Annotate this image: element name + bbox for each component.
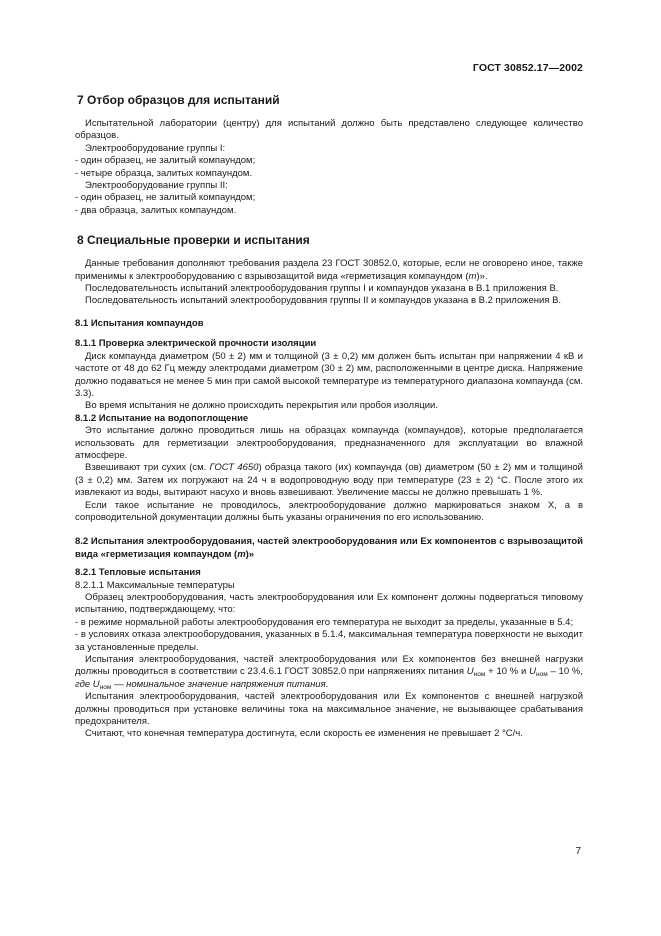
section-7-line: - один образец, не залитый компаундом;	[75, 155, 256, 167]
section-7-line: - один образец, не залитый компаундом;	[75, 192, 256, 204]
paragraph: Диск компаунда диаметром (50 ± 2) мм и толщиной (3 ± 0,2) мм должен быть испытан при напряжении 4 кВ и частоте от 48 до 62 Гц между электродами диаметром (30 ± 2) мм, расположенными в центре диска. Напряжение должно подаваться не менее 5 мин при самой высокой температуре из температурного диапазона компаунда (см. 3.3).	[75, 350, 583, 399]
paragraph: Взвешивают три сухих (см. ГОСТ 4650) образца такого (их) компаунда (ов) диаметром (50 ± 2) мм и толщиной (3 ± 0,2) мм. Затем их погружают на 24 ч в водопроводную воду при температуре (23 ± 2) °С. После этого их извлекают из воды, вытирают насухо и вновь взвешивают. Увеличение массы не должно превышать 1 %.	[75, 462, 583, 499]
section-7-intro: Испытательной лаборатории (центру) для испытаний должно быть представлено следующее количество образцов.	[75, 118, 583, 142]
subsection-8-2-1-1-title: 8.2.1.1 Максимальные температуры	[75, 579, 235, 591]
subsection-8-1-title: 8.1 Испытания компаундов	[75, 317, 204, 329]
section-7-line: Электрооборудование группы I:	[85, 142, 226, 154]
page-number: 7	[575, 846, 581, 857]
section-8-title: 8 Специальные проверки и испытания	[77, 233, 310, 248]
subsection-8-2-title: 8.2 Испытания электрооборудования, частей электрооборудования или Ex компонентов с взрывозащитой вида «герметизация компаундом (m)»	[75, 536, 583, 560]
paragraph: Считают, что конечная температура достигнута, если скорость ее изменения не превышает 2 °С/ч.	[85, 728, 523, 740]
paragraph: Во время испытания не должно происходить перекрытия или пробоя изоляции.	[85, 400, 438, 412]
standard-header: ГОСТ 30852.17—2002	[472, 62, 583, 74]
section-7-line: - два образца, залитых компаундом.	[75, 204, 237, 216]
list-item: - в условиях отказа электрооборудования, указанных в 5.1.4, максимальная температура поверхности не выходит за установленные пределы.	[75, 629, 583, 653]
subsection-8-1-1-title: 8.1.1 Проверка электрической прочности изоляции	[75, 338, 317, 350]
section-8-paragraph: Последовательность испытаний электрооборудования группы II и компаундов указана в В.2 приложения В.	[85, 295, 562, 307]
section-8-paragraph: Данные требования дополняют требования раздела 23 ГОСТ 30852.0, которые, если не оговорено иное, также применимы к электрооборудованию с взрывозащитой вида «герметизация компаундом (m)».	[75, 258, 583, 282]
list-item: - в режиме нормальной работы электрооборудования его температура не выходит за пределы, указанные в 5.4;	[75, 616, 574, 628]
paragraph: Образец электрооборудования, часть электрооборудования или Ex компонент должны подвергаться типовому испытанию, подтверждающему, что:	[75, 592, 583, 616]
subsection-8-2-1-title: 8.2.1 Тепловые испытания	[75, 567, 201, 579]
paragraph: Испытания электрооборудования, частей электрооборудования или Ex компонентов без внешней нагрузки должны проводиться в соответствии с 23.4.6.1 ГОСТ 30852.0 при напряжениях питания $U_{ном} + 10$ % и $U_{ном} - 10$ %, где $U_{ном}$ — номинальное значение напряжения питания.	[75, 654, 583, 691]
section-7-line: Электрооборудование группы II:	[85, 180, 228, 192]
subsection-8-1-2-title: 8.1.2 Испытание на водопоглощение	[75, 412, 249, 424]
section-7-line: - четыре образца, залитых компаундом.	[75, 167, 253, 179]
document-body	[75, 93, 583, 741]
section-7-title: 7 Отбор образцов для испытаний	[77, 93, 280, 107]
paragraph: Это испытание должно проводиться лишь на образцах компаунда (компаундов), которые предполагается использовать для герметизации электрооборудования, предназначенного для эксплуатации во влажной атмосфере.	[75, 425, 583, 461]
paragraph: Если такое испытание не проводилось, электрооборудование должно маркироваться знаком X, а в сопроводительной документации должны быть указаны ограничения по его использованию.	[75, 499, 583, 523]
section-8-paragraph: Последовательность испытаний электрооборудования группы I и компаундов указана в В.1 приложения В.	[85, 283, 559, 295]
paragraph: Испытания электрооборудования, частей электрооборудования или Ex компонентов с внешней нагрузкой должны проводиться при установке величины тока на максимальное значение, не вызывающее срабатывания предохранителя.	[75, 691, 583, 728]
